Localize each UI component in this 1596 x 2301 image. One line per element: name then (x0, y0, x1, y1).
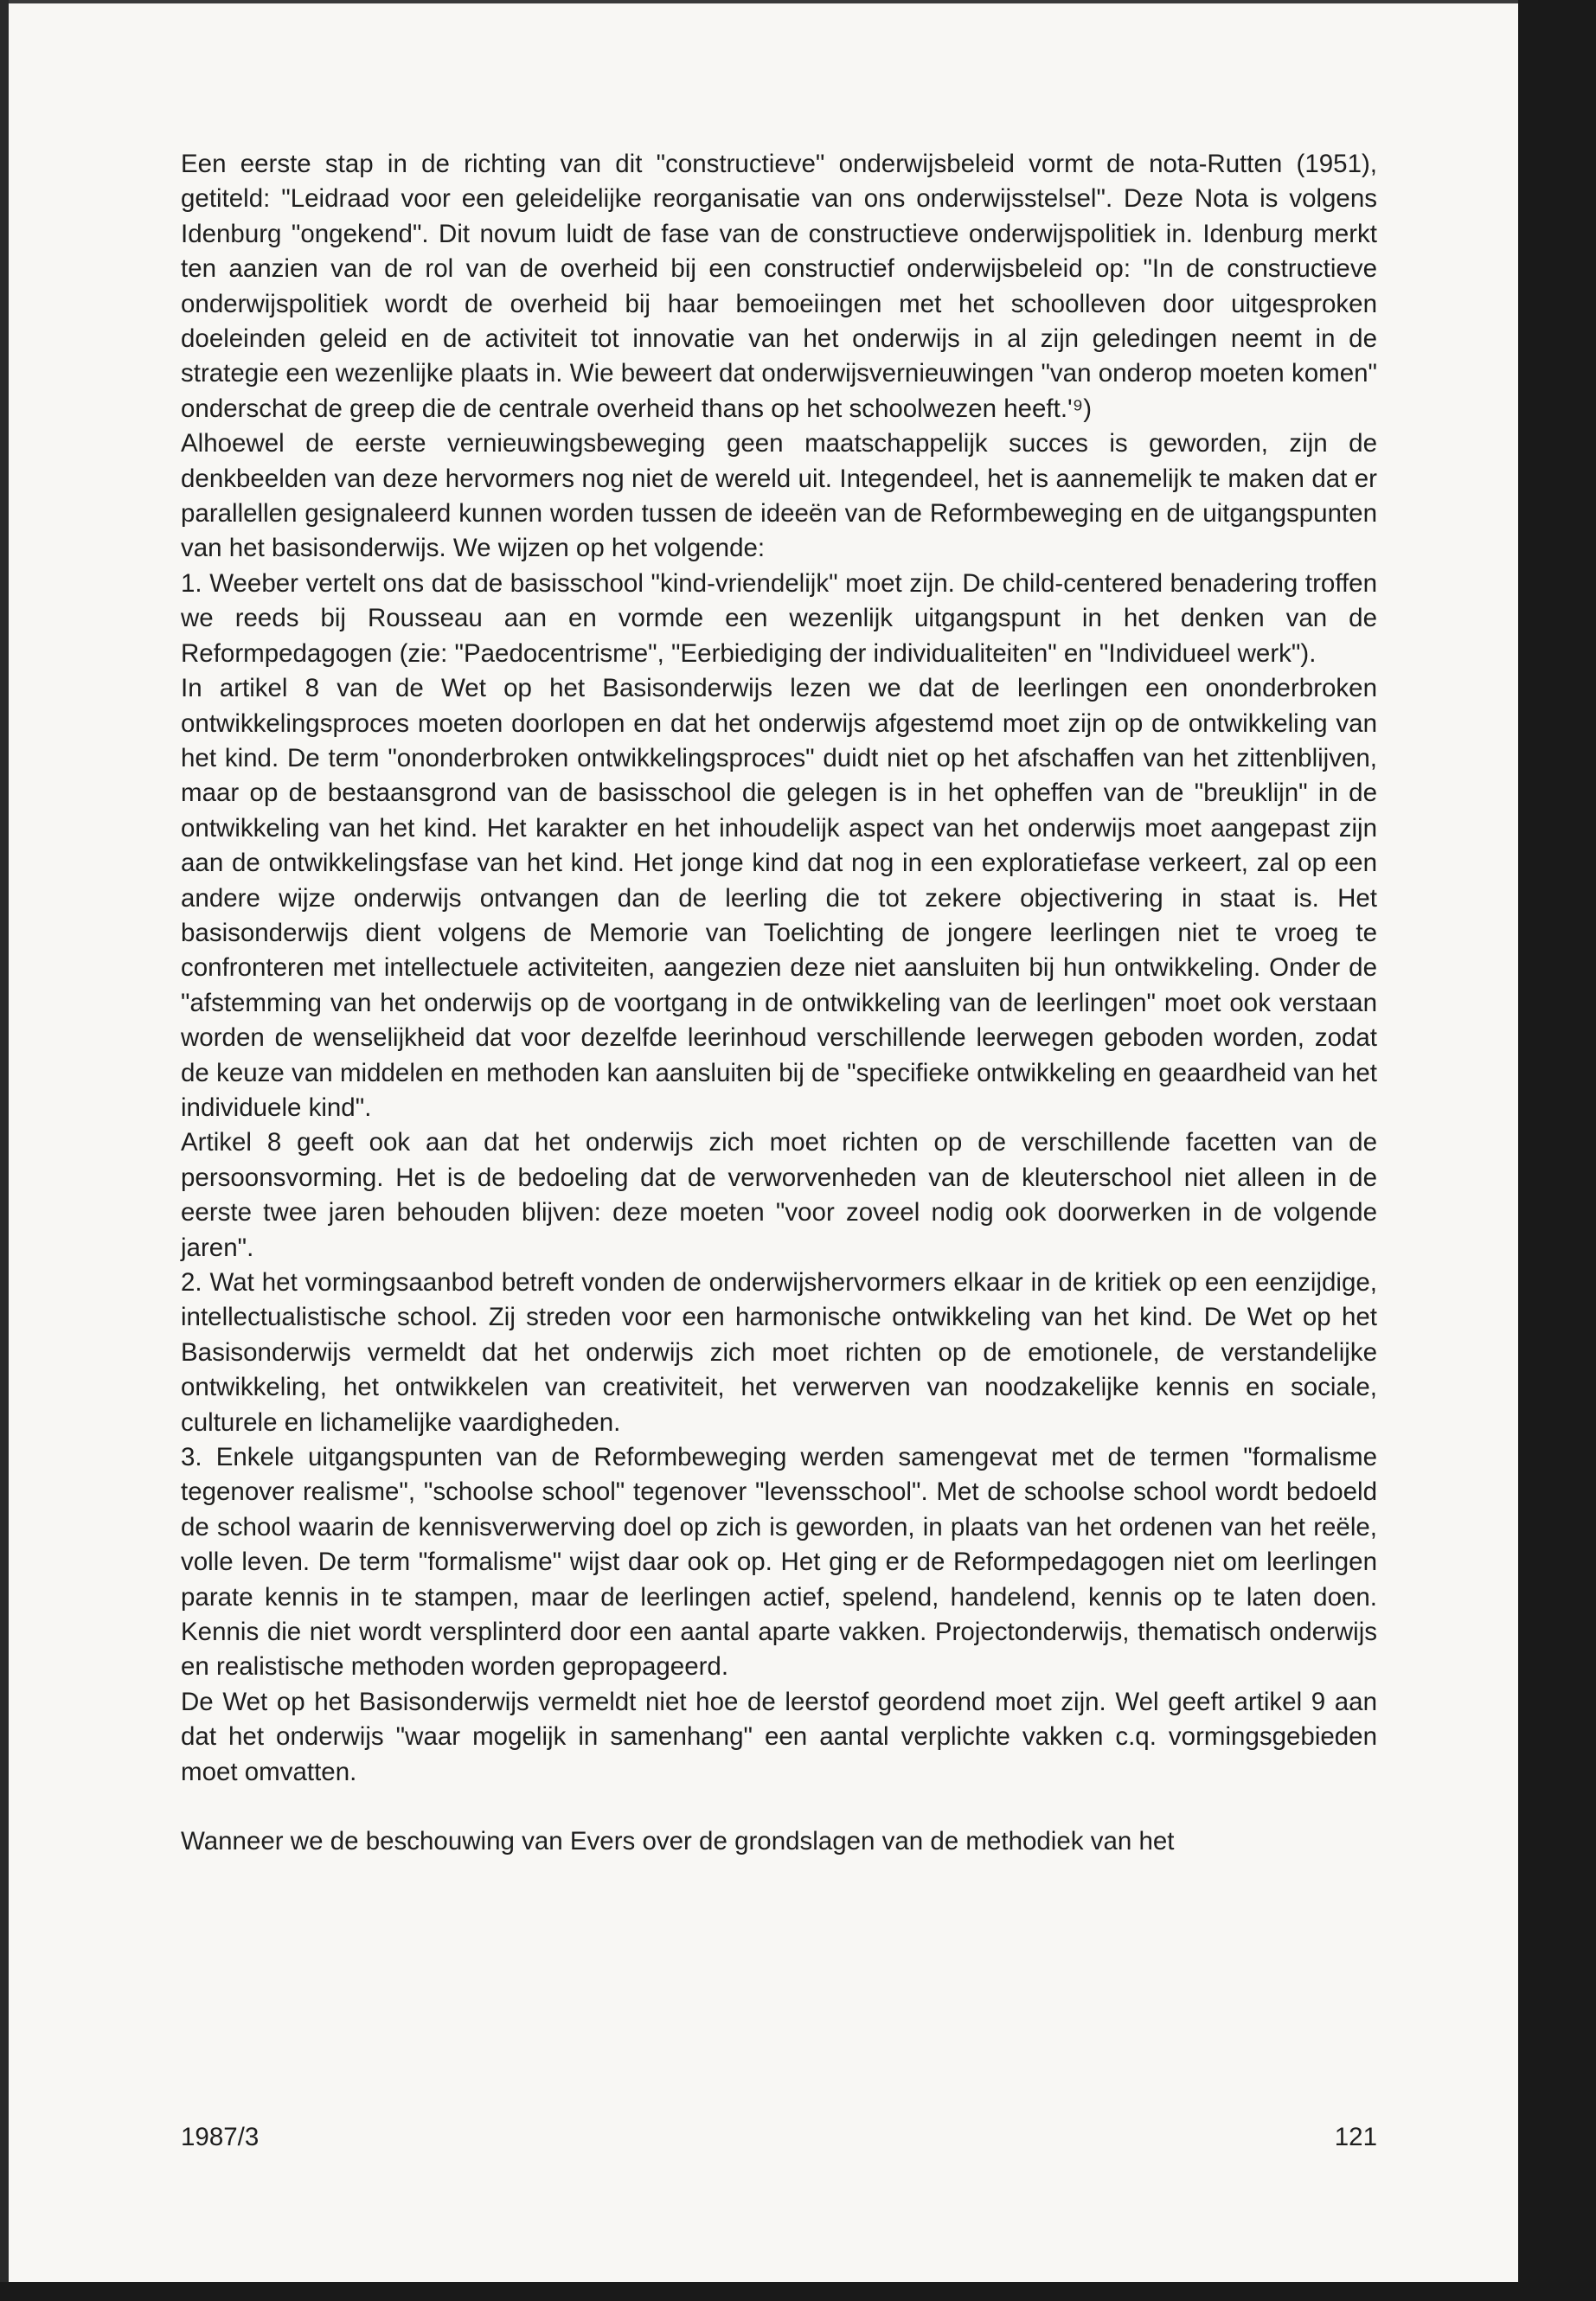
paragraph-point-3: 3. Enkele uitgangspunten van de Reformbeweging werden samengevat met de termen "formalisme tegenover realisme", "schoolse school" tegenover "levensschool". Met de schoolse school wordt bedoeld de school waarin de kennisverwerving doel op zich is geworden, in plaats van het ordenen van het reële, volle leven. De term "formalisme" wijst daar ook op. Het ging er de Reformpedagogen niet om leerlingen parate kennis in te stampen, maar de leerlingen actief, spelend, handelend, kennis op te laten doen. Kennis die niet wordt versplinterd door een aantal aparte vakken. Projectonderwijs, thematisch onderwijs en realistische methoden worden gepropageerd. (181, 1443, 1377, 1682)
paragraph-nota-rutten: Een eerste stap in de richting van dit "constructieve" onderwijsbeleid vormt de nota-Rutten (1951), getiteld: "Leidraad voor een geleidelijke reorganisatie van ons onderwijsstelsel". Deze Nota is volgens Idenburg "ongekend". Dit novum luidt de fase van de constructieve onderwijspolitiek in. Idenburg merkt ten aanzien van de rol van de overheid bij een constructief onderwijsbeleid op: "In de constructieve onderwijspolitiek wordt de overheid bij haar bemoeiingen met het schoolleven door uitgesproken doeleinden geleid en de activiteit tot innovatie van het onderwijs in al zijn geledingen neemt in de strategie een wezenlijke plaats in. Wie beweert dat onderwijsvernieuwingen "van onderop moeten komen" onderschat de greep die de centrale overheid thans op het schoolwezen heeft.'⁹) (181, 150, 1377, 423)
paragraph-point-1: 1. Weeber vertelt ons dat de basisschool "kind-vriendelijk" moet zijn. De child-centered benadering troffen we reeds bij Rousseau aan en vormde een wezenlijk uitgangspunt in het denken van de Reformpedagogen (zie: "Paedocentrisme", "Eerbiediging der individualiteiten" en "Individueel werk"). (181, 568, 1377, 668)
page-number: 121 (1334, 2123, 1377, 2151)
issue-number: 1987/3 (181, 2123, 260, 2151)
body-text (181, 147, 1377, 1860)
scan-edge-right (1518, 0, 1596, 2301)
paragraph-point-2: 2. Wat het vormingsaanbod betreft vonden de onderwijshervormers elkaar in de kritiek op een eenzijdige, intellectualistische school. Zij streden voor een harmonische ontwikkeling van het kind. De Wet op het Basisonderwijs vermeldt dat het onderwijs zich moet richten op de emotionele, de verstandelijke ontwikkeling, het ontwikkelen van creativiteit, het verwerven van noodzakelijke kennis en sociale, culturele en lichamelijke vaardigheden. (181, 1268, 1377, 1437)
paragraph-persoonsvorming: Artikel 8 geeft ook aan dat het onderwijs zich moet richten op de verschillende facetten van de persoonsvorming. Het is de bedoeling dat de verworvenheden van de kleuterschool niet alleen in de eerste twee jaren behouden blijven: deze moeten "voor zoveel nodig ook doorwerken in de volgende jaren". (181, 1128, 1377, 1262)
paragraph-artikel-8: In artikel 8 van de Wet op het Basisonderwijs lezen we dat de leerlingen een ononderbroken ontwikkelingsproces moeten doorlopen en dat het onderwijs afgestemd moet zijn op de ontwikkeling van het kind. De term "ononderbroken ontwikkelingsproces" duidt niet op het afschaffen van het zittenblijven, maar op de bestaansgrond van de basisschool die gelegen is in het opheffen van de "breuklijn" in de ontwikkeling van het kind. Het karakter en het inhoudelijk aspect van het onderwijs moet aangepast zijn aan de ontwikkelingsfase van het kind. Het jonge kind dat nog in een exploratiefase verkeert, zal op een andere wijze onderwijs ontvangen dan de leerling die tot zekere objectivering in staat is. Het basisonderwijs dient volgens de Memorie van Toelichting de jongere leerlingen niet te vroeg te confronteren met intellectuele activiteiten, aangezien deze niet aansluiten bij hun ontwikkeling. Onder de "afstemming van het onderwijs op de voortgang in de ontwikkeling van de leerlingen" moet ook verstaan worden de wenselijkheid dat voor dezelfde leerinhoud verschillende leerwegen geboden worden, zodat de keuze van middelen en methoden kan aansluiten bij de "specifieke ontwikkeling en geaardheid van het individuele kind". (181, 674, 1377, 1122)
document-page (9, 3, 1518, 2282)
scan-edge-left (0, 0, 9, 2301)
paragraph-artikel-9: De Wet op het Basisonderwijs vermeldt niet hoe de leerstof geordend moet zijn. Wel geeft artikel 9 aan dat het onderwijs "waar mogelijk in samenhang" een aantal verplichte vakken c.q. vormingsgebieden moet omvatten. (181, 1687, 1377, 1786)
scan-edge-bottom (0, 2282, 1596, 2301)
paragraph-reformbeweging: Alhoewel de eerste vernieuwingsbeweging geen maatschappelijk succes is geworden, zijn de denkbeelden van deze hervormers nog niet de wereld uit. Integendeel, het is aannemelijk te maken dat er parallellen gesignaleerd kunnen worden tussen de ideeën van de Reformbeweging en de uitgangspunten van het basisonderwijs. We wijzen op het volgende: (181, 429, 1377, 563)
paragraph-evers: Wanneer we de beschouwing van Evers over de grondslagen van de methodiek van het (181, 1827, 1175, 1856)
